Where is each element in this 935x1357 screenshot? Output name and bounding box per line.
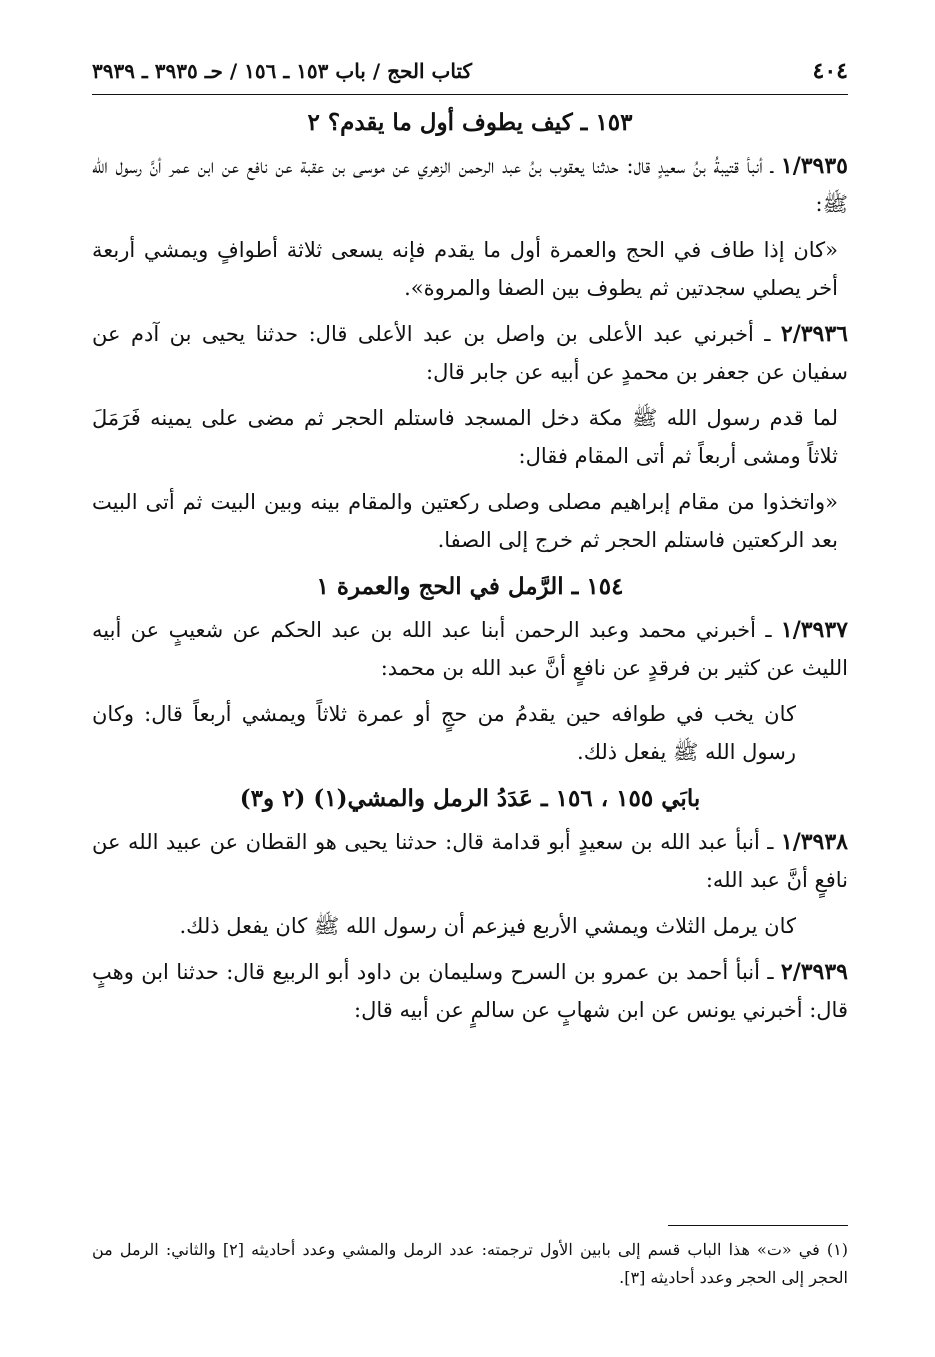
main-text <box>92 105 848 1029</box>
hadith-paragraph <box>92 611 848 687</box>
hadith-number: ٢/٣٩٣٩ <box>780 959 848 985</box>
hadith-quote: لما قدم رسول الله ﷺ مكة دخل المسجد فاستلم الحجر ثم مضى على يمينه فَرَمَلَ ثلاثاً ومشى أربعاً ثم أتى المقام فقال: <box>92 406 838 468</box>
page <box>92 58 848 1037</box>
hadith-paragraph <box>92 823 848 899</box>
hadith-paragraph <box>92 315 848 391</box>
page-number: ٤٠٤ <box>812 58 848 84</box>
hadith-quote: «واتخذوا من مقام إبراهيم مصلى وصلى ركعتين والمقام بينه وبين البيت ثم أتى البيت بعد الركعتين فاستلم الحجر ثم خرج إلى الصفا. <box>92 490 838 552</box>
footnote-separator <box>668 1225 848 1226</box>
hadith-number: ١/٣٩٣٧ <box>780 617 848 643</box>
hadith-quote: كان يخب في طوافه حين يقدمُ من حجٍ أو عمرة ثلاثاً ويمشي أربعاً قال: وكان رسول الله ﷺ يفعل ذلك. <box>92 702 796 764</box>
running-header <box>92 58 848 95</box>
section-heading: بابَي ١٥٥ ، ١٥٦ ـ عَدَدُ الرمل والمشي(١) (٢ و٣) <box>239 785 701 812</box>
hadith-quote: كان يرمل الثلاث ويمشي الأربع فيزعم أن رسول الله ﷺ كان يفعل ذلك. <box>179 914 796 938</box>
hadith-text: ـ أخبرني محمد وعبد الرحمن أبنا عبد الله بن عبد الحكم عن شعيبٍ عن أبيه الليث عن كثير بن فرقدٍ عن نافعٍ أنَّ عبد الله بن محمد: <box>92 618 848 680</box>
hadith-text: ـ أنبأ قتيبةُ بنُ سعيدٍ قال: حدثنا يعقوب بنُ عبد الرحمن الزهري عن موسى بن عقبة عن نافع عن ابن عمر أنَّ رسول الله ﷺ: <box>92 154 848 216</box>
hadith-text: ـ أنبأ عبد الله بن سعيدٍ أبو قدامة قال: حدثنا يحيى هو القطان عن عبيد الله عن نافعٍ أنَّ عبد الله: <box>92 830 848 892</box>
hadith-paragraph <box>92 953 848 1029</box>
footnotes-section <box>92 1225 848 1292</box>
hadith-quote: «كان إذا طاف في الحج والعمرة أول ما يقدم فإنه يسعى ثلاثة أطوافٍ ويمشي أربعة أخر يصلي سجدتين ثم يطوف بين الصفا والمروة». <box>92 238 838 300</box>
running-title: كتاب الحج / باب ١٥٣ ـ ١٥٦ / حـ ٣٩٣٥ ـ ٣٩٣٩ <box>92 59 473 83</box>
hadith-number: ٢/٣٩٣٦ <box>780 321 848 347</box>
hadith-text: ـ أخبرني عبد الأعلى بن واصل بن عبد الأعلى قال: حدثنا يحيى بن آدم عن سفيان عن جعفر بن محمدٍ عن أبيه عن جابر قال: <box>92 322 848 384</box>
hadith-text: ـ أنبأ أحمد بن عمرو بن السرح وسليمان بن داود أبو الربيع قال: حدثنا ابن وهبٍ قال: أخبرني يونس عن ابن شهابٍ عن سالمٍ عن أبيه قال: <box>92 960 848 1022</box>
footnote-list <box>92 1236 848 1292</box>
footnote: (١) في «ت» هذا الباب قسم إلى بابين الأول ترجمته: عدد الرمل والمشي وعدد أحاديثه [٢] والثاني: الرمل من الحجر إلى الحجر وعدد أحاديثه [٣]. <box>92 1240 848 1287</box>
hadith-paragraph <box>92 147 848 223</box>
section-heading: ١٥٣ ـ كيف يطوف أول ما يقدم؟ ٢ <box>307 109 633 136</box>
hadith-number: ١/٣٩٣٨ <box>780 829 848 855</box>
hadith-number: ١/٣٩٣٥ <box>780 153 848 179</box>
section-heading: ١٥٤ ـ الرَّمل في الحج والعمرة ١ <box>316 573 624 600</box>
